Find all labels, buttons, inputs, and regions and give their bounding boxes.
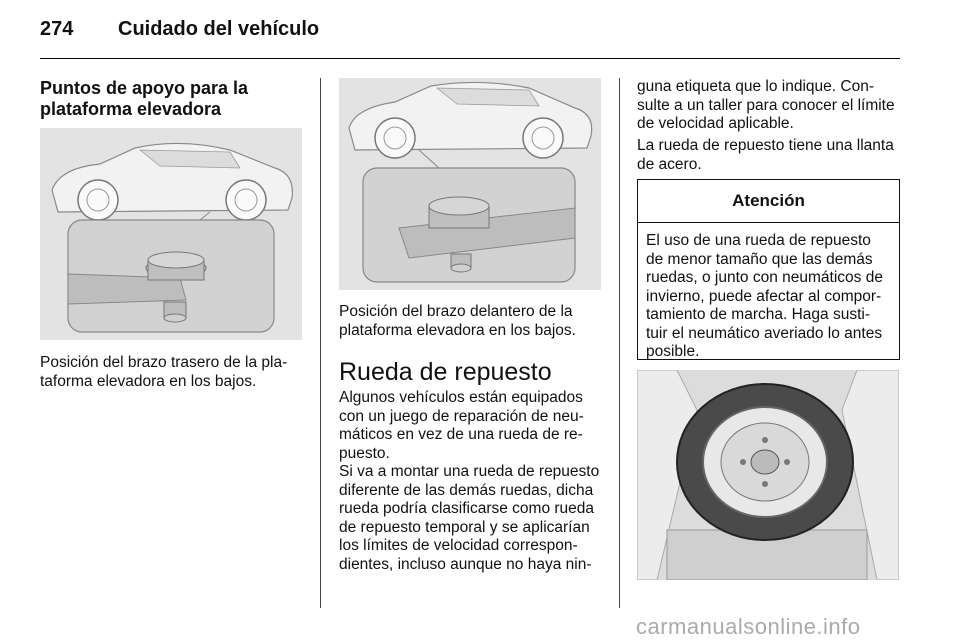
attention-box xyxy=(637,179,900,360)
section-title: Cuidado del vehículo xyxy=(118,18,320,40)
text-line: de velocidad aplicable. xyxy=(637,115,794,132)
spare-wheel-para2 xyxy=(339,463,611,574)
text-line: de repuesto temporal y se aplicarían xyxy=(339,518,590,536)
text-line: los límites de velocidad correspon- xyxy=(339,537,578,554)
spare-wheel-figure xyxy=(637,370,899,580)
text-line: sulte a un taller para conocer el límite xyxy=(637,96,895,114)
text-line: puesto. xyxy=(339,444,390,462)
page-number: 274 xyxy=(40,18,74,40)
col3-para2 xyxy=(637,137,907,174)
caption-line: taforma elevadora en los bajos. xyxy=(40,372,257,390)
text-line: diferente de las demás ruedas, dicha xyxy=(339,481,594,499)
spare-wheel-heading: Rueda de repuesto xyxy=(339,358,552,386)
front-lift-arm-figure xyxy=(339,78,601,290)
col3-para1 xyxy=(637,78,907,134)
rear-lift-arm-caption xyxy=(40,354,310,391)
front-lift-arm-caption xyxy=(339,303,609,340)
caption-line: Posición del brazo delantero de la xyxy=(339,303,573,320)
text-line: ruedas, o junto con neumáticos de xyxy=(646,269,883,286)
text-line: de menor tamaño que las demás xyxy=(646,250,873,268)
header-rule xyxy=(40,58,900,59)
text-line: guna etiqueta que lo indique. Con- xyxy=(637,78,874,95)
text-line: máticos en vez de una rueda de re- xyxy=(339,426,583,443)
text-line: tamiento de marcha. Haga susti- xyxy=(646,306,870,323)
text-line: rueda podría clasificarse como rueda xyxy=(339,500,595,517)
attention-title: Atención xyxy=(638,180,899,223)
lift-points-heading-line1: Puntos de apoyo para la xyxy=(40,78,249,98)
text-line: El uso de una rueda de repuesto xyxy=(646,232,871,249)
column-divider-2 xyxy=(619,78,620,608)
lift-points-heading-line2: plataforma elevadora xyxy=(40,99,222,119)
column-divider-1 xyxy=(320,78,321,608)
text-line: invierno, puede afectar al compor- xyxy=(646,287,882,305)
text-line: tuir el neumático averiado lo antes xyxy=(646,324,883,342)
text-line: con un juego de reparación de neu- xyxy=(339,407,584,425)
text-line: de acero. xyxy=(637,155,702,173)
attention-body xyxy=(638,223,899,370)
caption-line: plataforma elevadora en los bajos. xyxy=(339,321,576,339)
text-line: Algunos vehículos están equipados xyxy=(339,389,583,406)
text-line: Si va a montar una rueda de repuesto xyxy=(339,463,600,480)
lift-points-heading xyxy=(40,78,310,120)
text-line: posible. xyxy=(646,343,700,360)
text-line: dientes, incluso aunque no haya nin- xyxy=(339,555,592,573)
rear-lift-arm-figure xyxy=(40,128,302,340)
text-line: La rueda de repuesto tiene una llanta xyxy=(637,137,894,154)
watermark: carmanualsonline.info xyxy=(636,614,861,639)
caption-line: Posición del brazo trasero de la pla- xyxy=(40,354,288,371)
spare-wheel-para1 xyxy=(339,389,611,463)
